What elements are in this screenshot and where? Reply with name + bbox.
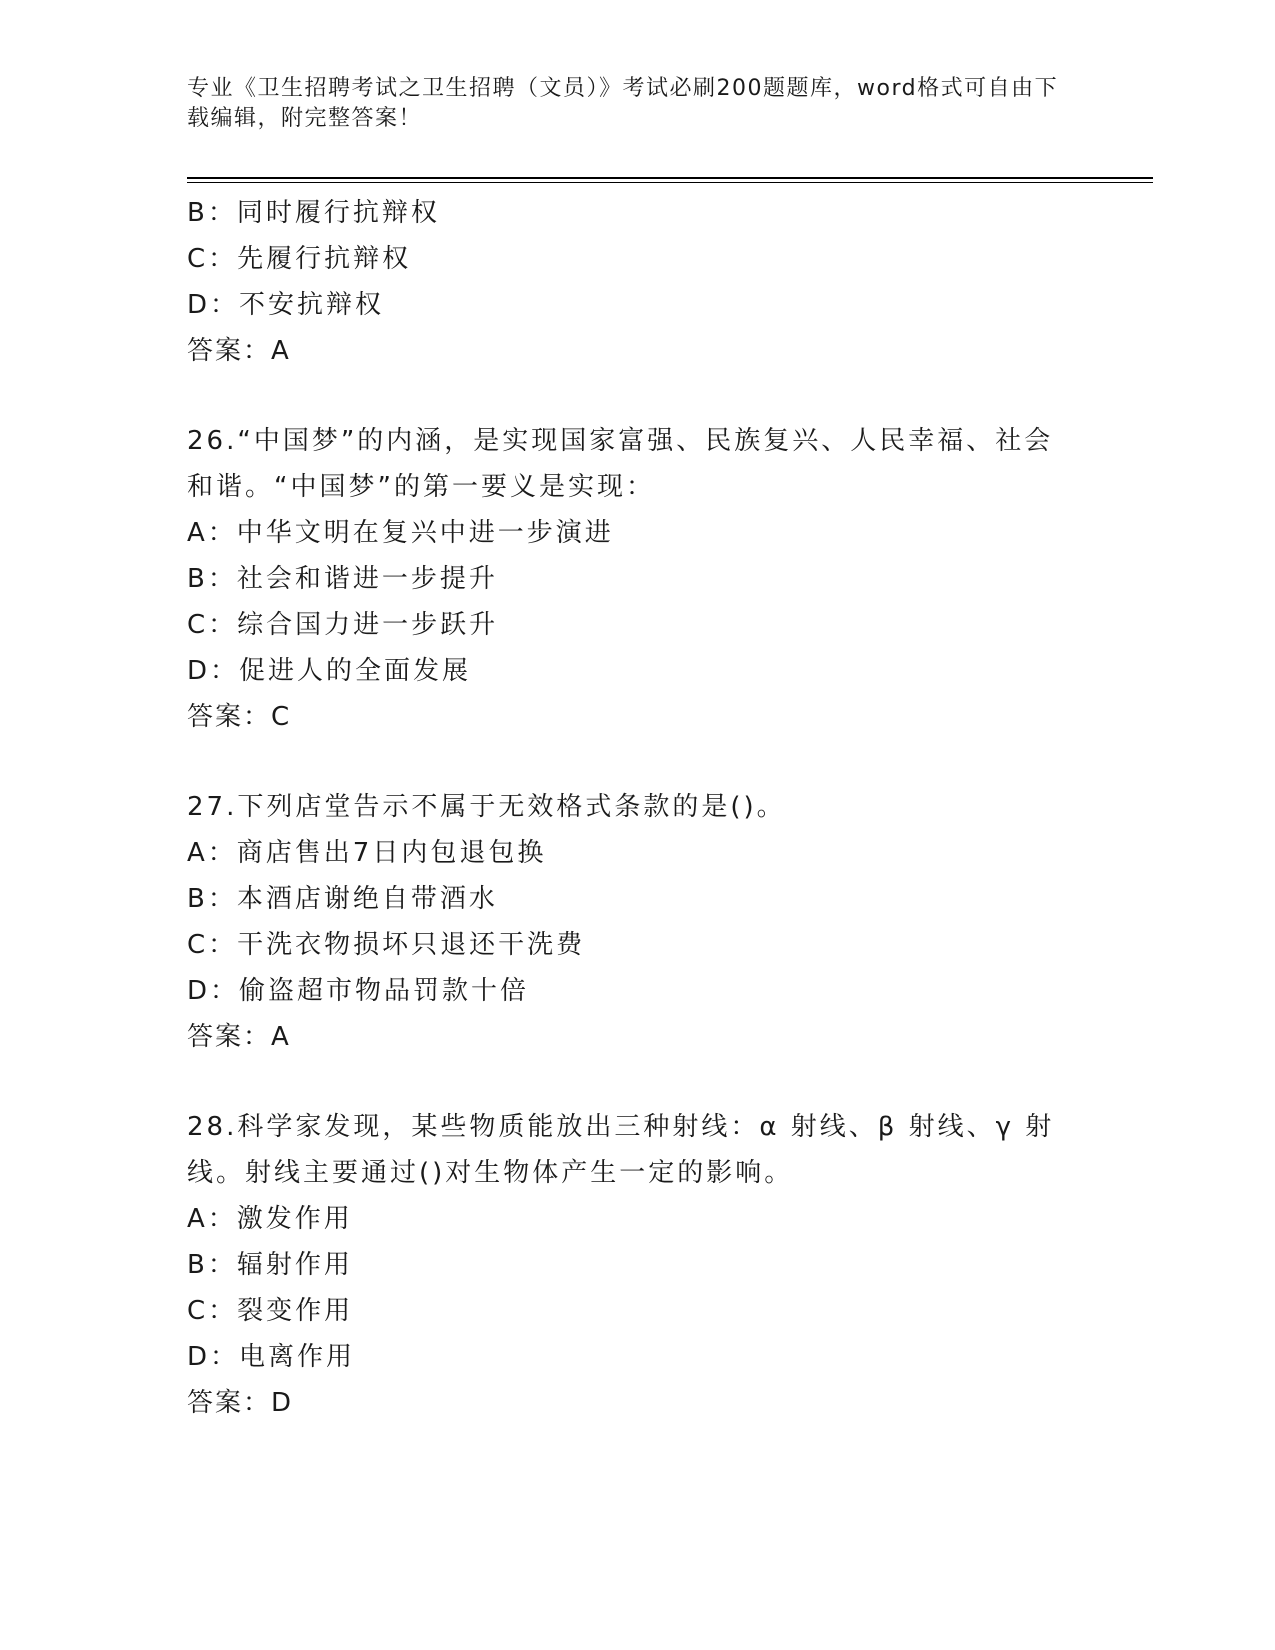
option-a: A：商店售出7日内包退包换 — [187, 838, 547, 868]
answer-line: 答案：C — [187, 702, 292, 732]
option-d: D：偷盗超市物品罚款十倍 — [187, 976, 530, 1006]
question-text: 28.科学家发现，某些物质能放出三种射线：α 射线、β 射线、γ 射线。射线主要通过()对生物体产生一定的影响。 — [187, 1112, 1055, 1188]
prev-question-block — [187, 190, 1087, 374]
header-rule-thick — [187, 177, 1153, 179]
option-b: B：同时履行抗辩权 — [187, 198, 440, 228]
option-c: C：综合国力进一步跃升 — [187, 610, 499, 640]
header-rule-thin — [187, 182, 1153, 183]
question-block-27 — [187, 784, 1087, 1060]
option-d: D：不安抗辩权 — [187, 290, 385, 320]
answer-line: 答案：A — [187, 336, 291, 366]
page-header-title: 专业《卫生招聘考试之卫生招聘（文员）》考试必刷200题题库，word格式可自由下载编辑，附完整答案！ — [187, 76, 1059, 131]
option-b: B：社会和谐进一步提升 — [187, 564, 498, 594]
option-c: C：干洗衣物损坏只退还干洗费 — [187, 930, 586, 960]
answer-line: 答案：D — [187, 1388, 294, 1418]
question-list — [187, 190, 1087, 1426]
answer-line: 答案：A — [187, 1022, 291, 1052]
option-a: A：中华文明在复兴中进一步演进 — [187, 518, 614, 548]
option-b: B：辐射作用 — [187, 1250, 353, 1280]
question-block-28 — [187, 1104, 1087, 1426]
option-c: C：裂变作用 — [187, 1296, 354, 1326]
question-text: 26.“中国梦”的内涵，是实现国家富强、民族复兴、人民幸福、社会和谐。“中国梦”的第一要义是实现： — [187, 426, 1054, 502]
question-text: 27.下列店堂告示不属于无效格式条款的是()。 — [187, 792, 786, 822]
question-block-26 — [187, 418, 1087, 740]
option-a: A：激发作用 — [187, 1204, 353, 1234]
option-b: B：本酒店谢绝自带酒水 — [187, 884, 498, 914]
option-d: D：促进人的全面发展 — [187, 656, 472, 686]
option-c: C：先履行抗辩权 — [187, 244, 412, 274]
option-d: D：电离作用 — [187, 1342, 356, 1372]
